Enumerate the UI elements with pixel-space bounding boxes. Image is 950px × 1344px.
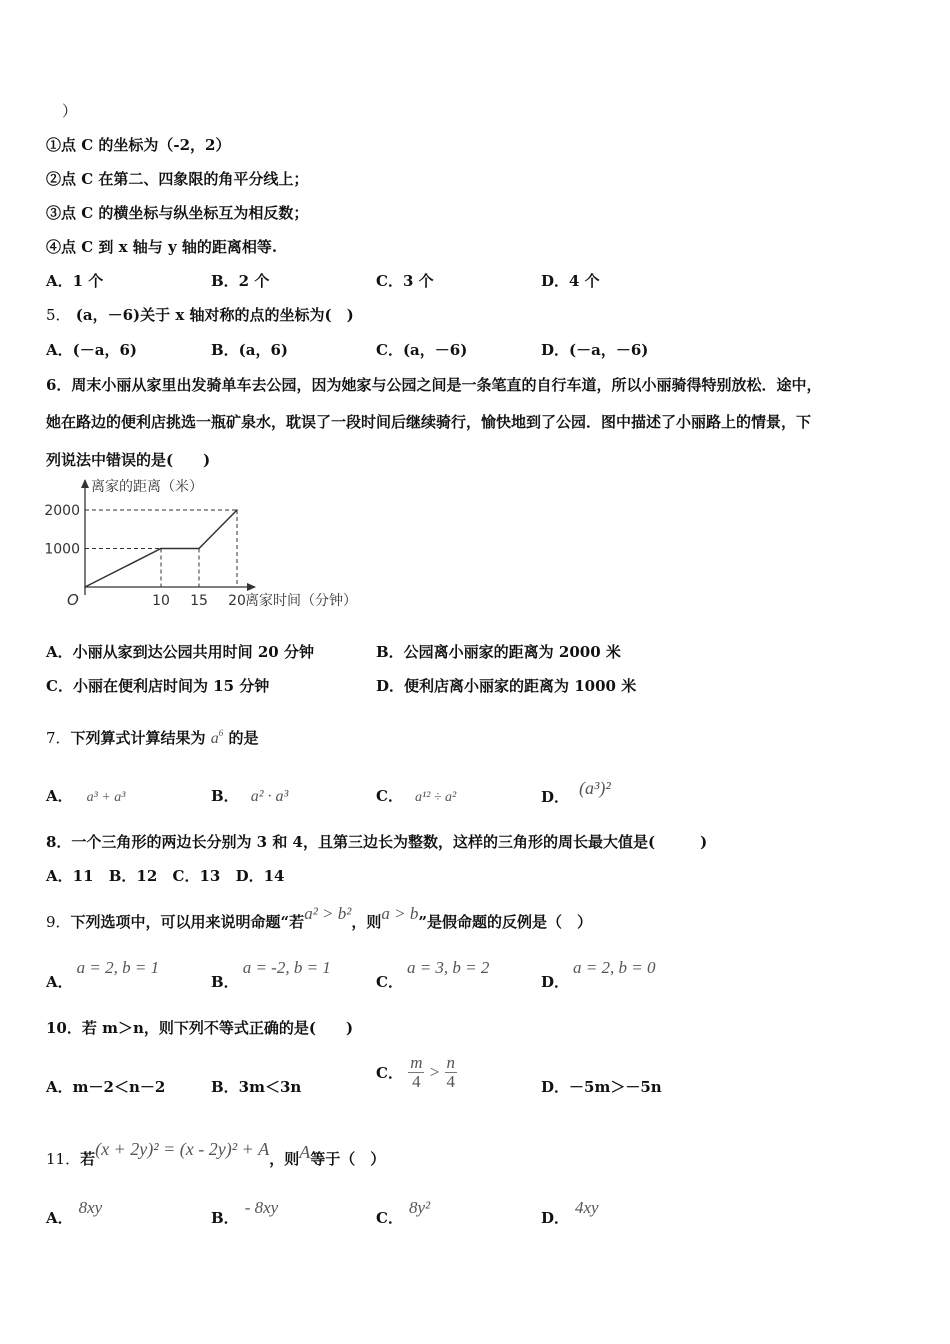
q11-text-before: 若 <box>80 1150 96 1168</box>
q9-option-b-math: a = -2, b = 1 <box>242 958 331 977</box>
q9-option-d: D．a = 2, b = 0 <box>541 958 656 991</box>
q7-option-a: A． a³ + a³ <box>46 787 126 805</box>
chart-y-axis-label: 离家的距离（米） <box>91 479 203 495</box>
q7-number: 7． <box>46 729 71 747</box>
q10-option-b: B．3m＜3n <box>211 1078 302 1096</box>
chart-x-tick-label-15: 15 <box>190 593 208 609</box>
q6-option-b: B．公园离小丽家的距离为 2000 米 <box>376 643 621 661</box>
chart-data-point-3 <box>236 509 238 511</box>
q11-equation-math: (x + 2y)² = (x - 2y)² + A <box>95 1139 270 1159</box>
q6-stem-line-2: 她在路边的便利店挑选一瓶矿泉水，耽误了一段时间后继续骑行，愉快地到了公园．图中描述了小丽路上的情景，下 <box>46 413 812 431</box>
q5-text: (a，－6)关于 x 轴对称的点的坐标为( ) <box>75 306 354 324</box>
q7-text-after: 的是 <box>228 729 259 747</box>
q7-option-a-math: a³ + a³ <box>86 790 126 805</box>
q11-variable-a: A <box>299 1142 311 1162</box>
q9-option-c: C．a = 3, b = 2 <box>376 958 490 991</box>
q7-option-c-math: a¹² ÷ a² <box>414 790 457 805</box>
q7-option-d: D． (a³)² <box>541 778 611 806</box>
q11-text-after: 等于（ ） <box>310 1150 386 1168</box>
q5-number: 5． <box>46 306 71 324</box>
chart-y-tick-label-1000: 1000 <box>44 541 80 558</box>
q6-option-d: D．便利店离小丽家的距离为 1000 米 <box>376 677 637 695</box>
q11-number: 11． <box>46 1150 81 1168</box>
chart-origin-label: O <box>67 591 79 609</box>
q7-option-c: C． a¹² ÷ a² <box>376 787 457 805</box>
q4-option-b: B．2 个 <box>211 272 270 290</box>
chart-x-axis-label: 离家时间（分钟） <box>245 593 357 609</box>
q10-stem: 10．若 m＞n，则下列不等式正确的是( ) <box>46 1019 354 1037</box>
q11-text-mid: ，则 <box>269 1150 300 1168</box>
q5-option-c: C．(a，－6) <box>376 341 468 359</box>
q4-option-d: D．4 个 <box>541 272 600 290</box>
q11-option-d-math: 4xy <box>575 1198 599 1217</box>
q8-option-d: D．14 <box>235 867 285 885</box>
q4-item-3: ③点 C 的横坐标与纵坐标互为相反数； <box>46 204 309 222</box>
q11-option-a: A．8xy <box>46 1198 103 1227</box>
q9-option-a: A．a = 2, b = 1 <box>46 958 160 991</box>
q7-option-b: B． a² · a³ <box>211 787 289 805</box>
chart-data-point-1 <box>160 548 162 550</box>
q9-option-b: B．a = -2, b = 1 <box>211 958 331 991</box>
q6-option-c: C．小丽在便利店时间为 15 分钟 <box>46 677 270 695</box>
q10-option-a: A．m－2＜n－2 <box>46 1078 166 1096</box>
q11-option-c: C．8y² <box>376 1198 431 1227</box>
q9-condition-math: a² > b² <box>304 904 352 923</box>
q4-item-2: ②点 C 在第二、四象限的角平分线上； <box>46 170 309 188</box>
q11-option-d: D．4xy <box>541 1198 599 1227</box>
q9-number: 9． <box>46 913 71 931</box>
q11-option-b: B．- 8xy <box>211 1198 279 1227</box>
chart-data-point-0 <box>84 586 86 588</box>
q4-option-a: A．1 个 <box>46 272 104 290</box>
q9-text-after: ”是假命题的反例是（ ） <box>418 913 592 931</box>
q8-option-c: C．13 <box>172 867 221 885</box>
q7-option-b-math: a² · a³ <box>250 788 289 805</box>
q11-option-a-math: 8xy <box>78 1198 103 1217</box>
q6-distance-time-chart <box>40 474 385 619</box>
q10-option-c-left-fraction: $\frac{m}{4}$ <box>410 1053 423 1091</box>
q9-option-a-math: a = 2, b = 1 <box>76 958 160 977</box>
q5-stem <box>46 305 354 325</box>
q5-option-a: A．(－a，6) <box>46 341 137 359</box>
q8-options <box>46 866 285 886</box>
q5-option-b: B．(a，6) <box>211 341 289 359</box>
q10-option-c: C． $\frac{m}{4}$ > $\frac{n}{4}$ <box>376 1053 456 1091</box>
q6-stem-line-1: 6．周末小丽从家里出发骑单车去公园，因为她家与公园之间是一条笔直的自行车道，所以小丽骑得特别放松．途中， <box>46 376 822 394</box>
q9-option-c-math: a = 3, b = 2 <box>406 958 490 977</box>
q8-stem: 8．一个三角形的两边长分别为 3 和 4，且第三边长为整数，这样的三角形的周长最大值是( ) <box>46 833 708 851</box>
q4-item-4: ④点 C 到 x 轴与 y 轴的距离相等. <box>46 238 278 256</box>
q9-option-d-math: a = 2, b = 0 <box>573 958 656 977</box>
q4-item-1: ①点 C 的坐标为（-2，2） <box>46 136 231 154</box>
q11-stem <box>46 1139 386 1169</box>
q9-text-before: 下列选项中，可以用来说明命题“若 <box>70 913 305 931</box>
q8-option-b: B．12 <box>108 867 158 885</box>
q4-option-c: C．3 个 <box>376 272 434 290</box>
q11-option-b-math: - 8xy <box>244 1198 279 1217</box>
q10-option-d: D．－5m＞－5n <box>541 1078 662 1096</box>
q10-option-c-right-fraction: $\frac{n}{4}$ <box>446 1053 456 1091</box>
q7-stem <box>46 728 259 750</box>
q11-option-c-math: 8y² <box>408 1198 431 1217</box>
q9-conclusion-math: a > b <box>381 904 419 923</box>
q7-option-d-math: (a³)² <box>579 778 611 798</box>
q8-option-a: A．11 <box>46 867 94 885</box>
q6-stem-line-3: 列说法中错误的是( ) <box>46 451 211 469</box>
q9-stem <box>46 904 592 932</box>
q7-text-before: 下列算式计算结果为 <box>70 729 206 747</box>
q4-closing-paren: ） <box>62 102 78 120</box>
q7-target-expression: $a^6$ <box>210 728 224 747</box>
chart-data-point-2 <box>198 548 200 550</box>
q6-option-a: A．小丽从家到达公园共用时间 20 分钟 <box>46 643 314 661</box>
q9-text-mid: ，则 <box>351 913 382 931</box>
chart-y-tick-label-2000: 2000 <box>44 503 80 519</box>
chart-x-tick-label-20: 20 <box>228 593 246 609</box>
q5-option-d: D．(－a，－6) <box>541 341 649 359</box>
chart-x-tick-label-10: 10 <box>152 593 170 609</box>
